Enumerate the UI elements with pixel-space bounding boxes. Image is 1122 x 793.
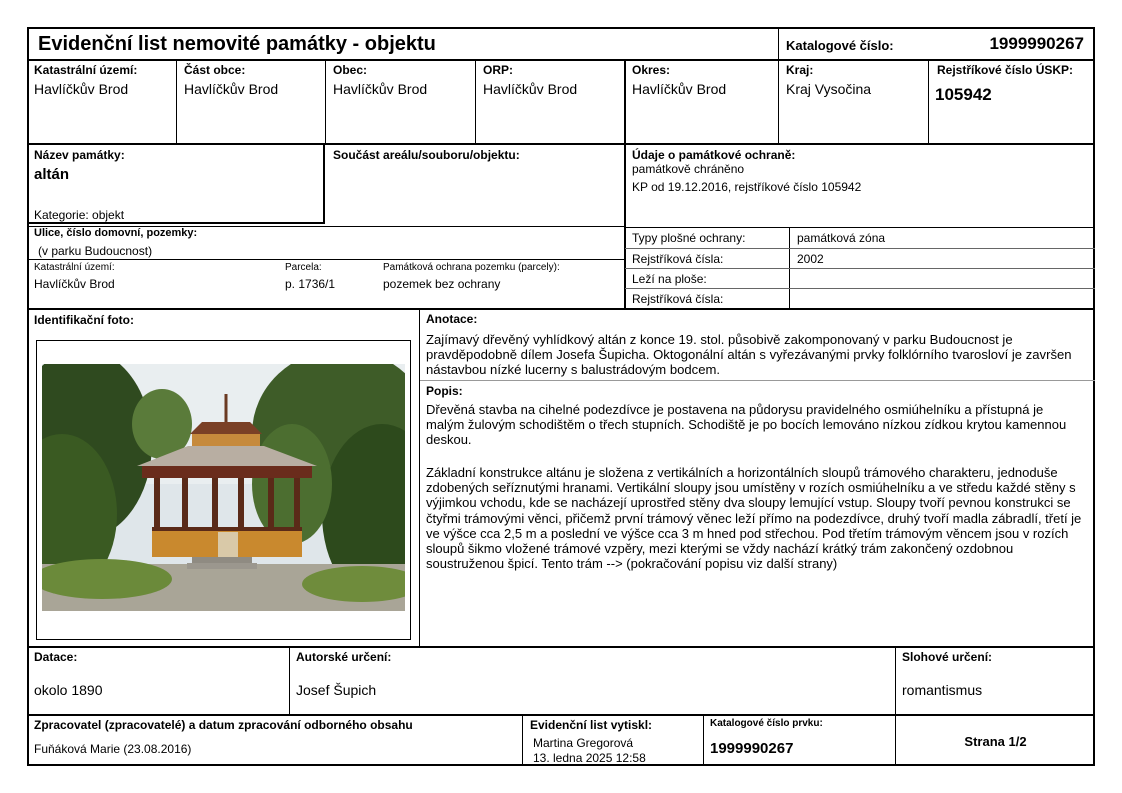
cast-obce-label: Část obce: bbox=[184, 63, 246, 77]
datace-label: Datace: bbox=[34, 650, 78, 664]
orp-value: Havlíčkův Brod bbox=[483, 81, 578, 97]
popis-para-1: Dřevěná stavba na cihelné podezdívce je postavena na půdorysu pravidelného osmiúhelníku a přístupná je malým žulovým schodištěm o třech stupních. Schodiště je po bocích lemováno nízkou zídkou krytou kamennou deskou. bbox=[426, 402, 1067, 448]
katastralni-label: Katastrální území: bbox=[34, 63, 138, 77]
photo-label: Identifikační foto: bbox=[34, 313, 134, 327]
catalog-label: Katalogové číslo: bbox=[786, 38, 894, 53]
item-catalog-value: 1999990267 bbox=[710, 740, 794, 757]
processor-value: Fuňáková Marie (23.08.2016) bbox=[34, 742, 192, 756]
printed-label: Evidenční list vytiskl: bbox=[530, 718, 653, 732]
okres-value: Havlíčkův Brod bbox=[632, 81, 727, 97]
okres-label: Okres: bbox=[632, 63, 671, 77]
kraj-label: Kraj: bbox=[786, 63, 814, 77]
datace-value: okolo 1890 bbox=[34, 682, 103, 698]
addr-katastralni-value: Havlíčkův Brod bbox=[34, 277, 115, 291]
style-label: Slohové určení: bbox=[902, 650, 993, 664]
kraj-value: Kraj Vysočina bbox=[786, 81, 872, 97]
protection-label: Údaje o památkové ochraně: bbox=[632, 148, 796, 162]
author-value: Josef Šupich bbox=[296, 682, 377, 698]
name-label: Název památky: bbox=[34, 148, 125, 162]
katastralni-value: Havlíčkův Brod bbox=[34, 81, 129, 97]
pozemek-label: Památková ochrana pozemku (parcely): bbox=[383, 262, 560, 273]
uskp-label: Rejstříkové číslo ÚSKP: bbox=[937, 63, 1074, 77]
addr-katastralni-label: Katastrální území: bbox=[34, 262, 115, 273]
obec-value: Havlíčkův Brod bbox=[333, 81, 428, 97]
page-number: Strana 1/2 bbox=[964, 734, 1027, 749]
processor-label: Zpracovatel (zpracovatelé) a datum zpracování odborného obsahu bbox=[34, 718, 413, 732]
pozemek-value: pozemek bez ochrany bbox=[383, 277, 501, 291]
orp-label: ORP: bbox=[483, 63, 513, 77]
monument-name: altán bbox=[34, 166, 70, 183]
category: Kategorie: objekt bbox=[34, 208, 125, 222]
area-row-1-label: Typy plošné ochrany: bbox=[632, 231, 746, 245]
uskp-value: 105942 bbox=[935, 85, 992, 104]
area-row-2-value: 2002 bbox=[797, 252, 824, 266]
printed-date: 13. ledna 2025 12:58 bbox=[533, 751, 646, 765]
area-row-4-label: Rejstříková čísla: bbox=[632, 292, 724, 306]
author-label: Autorské určení: bbox=[296, 650, 392, 664]
obec-label: Obec: bbox=[333, 63, 368, 77]
protection-status: památkově chráněno bbox=[632, 162, 745, 176]
item-catalog-label: Katalogové číslo prvku: bbox=[710, 718, 823, 729]
anotace-label: Anotace: bbox=[426, 312, 478, 326]
protection-detail: KP od 19.12.2016, rejstříkové číslo 105942 bbox=[632, 180, 862, 194]
printed-name: Martina Gregorová bbox=[533, 736, 634, 750]
cast-obce-value: Havlíčkův Brod bbox=[184, 81, 279, 97]
style-value: romantismus bbox=[902, 682, 983, 698]
area-row-3-label: Leží na ploše: bbox=[632, 272, 707, 286]
catalog-number: 1999990267 bbox=[989, 34, 1084, 53]
area-row-2-label: Rejstříková čísla: bbox=[632, 252, 724, 266]
document-title: Evidenční list nemovité památky - objektu bbox=[38, 33, 436, 55]
area-row-1-value: památková zóna bbox=[797, 231, 886, 245]
popis-label: Popis: bbox=[426, 384, 463, 398]
parcela-label: Parcela: bbox=[285, 262, 322, 273]
popis-para-2: Základní konstrukce altánu je složena z vertikálních a horizontálních sloupů trámového charakteru, jednoduše zdobených seříznutými hranami. Vertikální sloupy jsou umístěny v rozích osmiúhelníku a ve středu každé stěny s výjimkou vchodu, kde se nacházejí uprostřed stěny dva sloupy lemující vstup. Sloupy tvoří pevnou konstrukci se čtyřmi trámovými věnci, přičemž první trámový věnec leží přímo na podezdívce, druhý tvoří madla zábradlí, třetí je ve výšce cca 2,5 m a poslední ve výšce cca 3 m hned pod střechou. Pod třetím trámovým věncem jsou v rozích sloupů šikmo vložené trámové vzpěry, mezi kterými se vždy nachází krátký trám zakončený ozdobnou soustruženou špicí. Tento trám --> (pokračování popisu viz další strany) bbox=[426, 465, 1082, 572]
address-label: Ulice, číslo domovní, pozemky: bbox=[34, 227, 198, 239]
anotace-text: Zajímavý dřevěný vyhlídkový altán z konce 19. stol. působivě zakomponovaný v parku Budoucnost je pravděpodobně dílem Josefa Šupicha. Oktogonální altán s vyřezávanými prvky folklórního tvarosloví je završen nástavbou nízké lucerny s balustrádovým bodcem. bbox=[426, 332, 1072, 378]
address-value: (v parku Budoucnost) bbox=[38, 244, 153, 258]
gazebo-photo bbox=[42, 364, 405, 611]
parcela-value: p. 1736/1 bbox=[285, 277, 336, 291]
soucast-label: Součást areálu/souboru/objektu: bbox=[333, 148, 520, 162]
